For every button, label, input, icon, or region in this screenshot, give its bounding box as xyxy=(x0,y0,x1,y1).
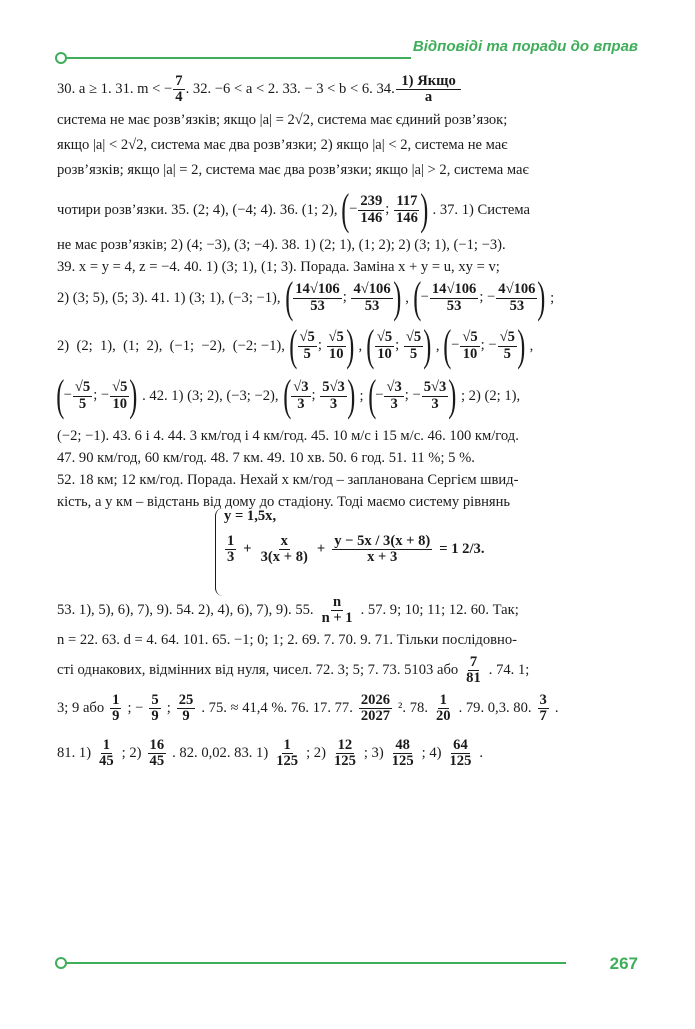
line-2-content: система не має розв’язків; якщо |a| = 2√2, система має єдиний розв’язок; xyxy=(57,112,508,128)
text-line-19 xyxy=(57,738,639,770)
line-10b: . 42. 1) (3; 2), (−3; −2), xyxy=(142,387,279,404)
fraction-numerator: √3 xyxy=(293,379,309,396)
fraction-numerator: √5 xyxy=(74,379,91,396)
minus-sign: − xyxy=(487,289,496,306)
fraction-denominator: 7 xyxy=(539,708,547,725)
minus-sign: − xyxy=(420,289,429,306)
fraction-numerator: n xyxy=(333,594,342,610)
text-run: . 79. 0,3. 80. xyxy=(458,700,532,717)
fraction xyxy=(110,380,129,412)
text-run: 30. xyxy=(57,81,76,98)
fraction xyxy=(110,693,121,725)
header-title: Відповіді та поради до вправ xyxy=(412,38,638,55)
fraction-denominator: 125 xyxy=(276,753,299,770)
answer-42-pair-1: ( $\frac{√3}{3}$ ; $\frac{5√3}{3}$ ) xyxy=(282,371,356,420)
text-run: . 75. ≈ 41,4 %. 76. 17. 77. xyxy=(201,700,353,717)
equation-rhs: = 1 2/3. xyxy=(439,541,485,558)
fraction xyxy=(259,534,310,566)
fraction xyxy=(149,693,160,725)
fraction-numerator: 4√106 xyxy=(353,281,391,298)
text-line-9: 2) (2; 1), (1; 2), (−1; −2), (−2; −1), ( $\frac{√5}{5}$ ; $\frac{√5}{10}$ ) , ( $\frac{√5}{10}$ ; $\frac{√5}{5}$ ) , ( − $\frac{√5}{10}$ ; − $\frac{√5}{5}$ ) , xyxy=(57,321,534,370)
fraction xyxy=(298,330,317,362)
fraction-denominator: 10 xyxy=(377,345,392,362)
text-run: . xyxy=(185,81,193,98)
fraction xyxy=(177,693,196,725)
line-17a: сті однакових, відмінних від нуля, чисел. 72. 3; 5; 7. 73. 5103 або xyxy=(57,662,459,679)
text-run: 33. xyxy=(282,81,301,98)
text-run: 31. xyxy=(115,81,134,98)
fraction xyxy=(320,380,347,412)
fraction-denominator: 9 xyxy=(151,708,159,725)
fraction-denominator: 5 xyxy=(303,345,311,362)
fraction xyxy=(498,330,517,362)
line-8a: 2) (3; 5), (5; 3). 41. 1) (3; 1), (−3; −1), xyxy=(57,289,281,306)
text-line-1 xyxy=(57,74,639,106)
fraction-numerator: √5 xyxy=(462,329,478,346)
fraction-pair xyxy=(374,330,424,362)
fraction-numerator: 12 xyxy=(337,737,353,753)
fraction-numerator: 2026 xyxy=(360,692,391,708)
line-15c: . 57. 9; 10; 11; 12. 60. Так; xyxy=(360,602,519,619)
fraction xyxy=(293,282,342,314)
text-line-11 xyxy=(57,428,639,445)
fraction-numerator: √5 xyxy=(405,329,422,346)
fraction xyxy=(73,380,92,412)
fraction xyxy=(394,194,420,226)
fraction-numerator: √5 xyxy=(376,329,393,346)
fraction-denominator: 5 xyxy=(78,395,87,412)
fraction xyxy=(320,595,355,627)
fraction-denominator: 10 xyxy=(328,345,344,362)
text-run: 3; 9 або xyxy=(57,700,105,717)
minus-sign: − xyxy=(412,387,421,404)
fraction-denominator: a xyxy=(424,89,433,106)
fraction-denominator: 3 xyxy=(390,395,398,412)
separator: ; xyxy=(93,387,101,404)
line-9a: 2) (2; 1), (1; 2), (−1; −2), (−2; −1), xyxy=(57,337,285,354)
line-10d: ; 2) (2; 1), xyxy=(460,387,521,404)
answer-41-pair-3: ( $\frac{√5}{5}$ ; $\frac{√5}{10}$ ) xyxy=(289,321,355,370)
fraction xyxy=(463,655,484,687)
fraction-denominator: 3 xyxy=(329,395,338,412)
fraction xyxy=(422,380,449,412)
fraction-pair xyxy=(375,380,449,412)
line-5a: чотири розв’язки. 35. (2; 4), (−4; 4). 36. (1; 2), xyxy=(57,201,338,218)
answer-41-pair-2: ( − $\frac{14√106}{53}$ ; − $\frac{4√106}{53}$ ) xyxy=(413,273,546,322)
answer-41-pair-1: ( $\frac{14√106}{53}$ ; $\frac{4√106}{53}$ ) xyxy=(284,273,401,322)
fraction xyxy=(434,693,453,725)
minus-sign: − xyxy=(63,387,72,404)
fraction-numerator: √3 xyxy=(386,379,402,396)
fraction-denominator: 146 xyxy=(395,209,418,226)
fraction-denominator: 53 xyxy=(446,297,462,314)
fraction xyxy=(319,595,356,627)
fraction-numerator: 1 xyxy=(439,692,447,708)
fraction-denominator: 53 xyxy=(364,297,380,314)
text-run: − 3 < b < 6. xyxy=(300,81,377,98)
fraction-pair xyxy=(64,380,131,412)
footer-rule xyxy=(66,962,566,964)
fraction-pair xyxy=(421,282,539,314)
text-line-15 xyxy=(57,595,639,627)
fraction xyxy=(396,74,462,106)
fraction-pair xyxy=(292,282,393,314)
fraction xyxy=(375,330,394,362)
fraction-denominator: 45 xyxy=(99,753,114,770)
text-run: a ≥ 1. xyxy=(75,81,116,98)
fraction-numerator: 3 xyxy=(539,692,547,708)
line-3-content: якщо |a| < 2√2, система має два розв’язки; 2) якщо |a| < 2, система не має xyxy=(57,137,508,153)
answer-36-pair: ( − $\frac{239}{146}$ ; $\frac{117}{146}$ ) xyxy=(341,185,429,234)
fraction-numerator: 48 xyxy=(395,737,410,753)
fraction xyxy=(258,534,311,566)
text-run: m < − xyxy=(133,81,173,98)
line-5c: . 37. 1) Система xyxy=(432,201,530,218)
text-line-2 xyxy=(57,112,639,129)
fraction-denominator: 10 xyxy=(112,395,128,412)
fraction-denominator: 45 xyxy=(149,753,165,770)
minus-sign: − xyxy=(375,387,384,404)
minus-sign: − xyxy=(451,337,460,354)
text-run: ; xyxy=(166,700,171,717)
fraction-pair xyxy=(297,330,347,362)
fraction-numerator: 5 xyxy=(151,692,159,708)
text-run: 32. xyxy=(192,81,212,98)
fraction-denominator: 125 xyxy=(333,753,356,770)
fraction-denominator: 4 xyxy=(175,89,183,106)
fraction xyxy=(274,738,300,770)
answer-41-pair-4: ( $\frac{√5}{10}$ ; $\frac{√5}{5}$ ) xyxy=(366,321,432,370)
fraction xyxy=(327,330,346,362)
fraction xyxy=(351,282,392,314)
separator: ; xyxy=(480,337,489,354)
line-17c: . 74. 1; xyxy=(488,662,530,679)
line-4-content: розв’язків; якщо |a| = 2, система має два розв’язки; якщо |a| > 2, система має xyxy=(57,162,529,178)
fraction-denominator: x + 3 xyxy=(367,549,398,566)
line-7-content: 39. x = y = 4, z = −4. 40. 1) (3; 1), (1; 3). Порада. Заміна x + y = u, xy = v; xyxy=(57,259,500,275)
minus-sign: − xyxy=(100,387,110,404)
line-13-content: 52. 18 км; 12 км/год. Порада. Нехай x км/год – запланована Сергієм швид- xyxy=(57,472,519,488)
line-16-content: n = 22. 63. d = 4. 64. 101. 65. −1; 0; 1; 2. 69. 7. 70. 9. 71. Тільки послідовно- xyxy=(57,632,517,648)
fraction-numerator: 4√106 xyxy=(498,281,536,298)
fraction-numerator: √5 xyxy=(328,329,344,346)
line-12-content: 47. 90 км/год, 60 км/год. 48. 7 км. 49. 10 хв. 50. 6 год. 51. 11 %; 5 %. xyxy=(57,450,475,466)
text-run: . 82. 0,02. 83. 1) xyxy=(172,745,269,762)
fraction-denominator: 53 xyxy=(509,297,525,314)
text-line-10: ( − $\frac{√5}{5}$ ; − $\frac{√5}{10}$ ) . 42. 1) (3; 2), (−3; −2), ( $\frac{√3}{3}$ ; $\frac{5√3}{3}$ ) ; ( − $\frac{√3}{3}$ ; − $\frac{5√3}{3}$ ) ; 2) (2; 1), xyxy=(56,371,521,420)
fraction xyxy=(332,738,358,770)
fraction-numerator: 16 xyxy=(149,737,165,753)
answer-41-pair-5: ( − $\frac{√5}{10}$ ; − $\frac{√5}{5}$ ) xyxy=(443,321,526,370)
fraction xyxy=(390,738,416,770)
separator: ; xyxy=(311,387,320,404)
fraction-numerator: 5√3 xyxy=(322,379,345,396)
fraction-pair xyxy=(290,380,348,412)
fraction-numerator: 1 xyxy=(283,737,291,753)
fraction-complex xyxy=(332,534,432,566)
fraction-denominator: 125 xyxy=(449,753,472,770)
separator: ; xyxy=(479,289,488,306)
text-run: 81. 1) xyxy=(57,745,92,762)
text-line-7 xyxy=(57,259,639,276)
fraction-numerator: 1) Якщо xyxy=(397,73,460,89)
fraction-denominator: 5 xyxy=(503,345,511,362)
fraction-numerator: 7 xyxy=(469,654,478,670)
fraction-numerator: 1 xyxy=(112,692,120,708)
fraction xyxy=(358,194,384,226)
fraction-denominator: 2027 xyxy=(360,708,391,725)
line-1-content xyxy=(57,74,462,106)
fraction-denominator: 9 xyxy=(182,708,190,725)
fraction-numerator: 5√3 xyxy=(423,379,447,396)
fraction-denominator: 125 xyxy=(391,753,414,770)
fraction-denominator: 5 xyxy=(409,345,418,362)
fraction xyxy=(148,738,167,770)
fraction xyxy=(225,534,236,566)
text-line-4 xyxy=(57,162,639,179)
fraction-denominator: 3 xyxy=(431,395,439,412)
fraction-numerator: 14√106 xyxy=(431,281,477,298)
page-number: 267 xyxy=(609,954,638,973)
separator: ; xyxy=(395,337,403,354)
fraction xyxy=(430,282,479,314)
fraction-denominator: 9 xyxy=(112,708,120,725)
text-line-16 xyxy=(57,632,639,649)
fraction xyxy=(496,282,537,314)
fraction-denominator: n + 1 xyxy=(321,610,353,627)
fraction xyxy=(448,738,474,770)
minus-sign: − xyxy=(488,337,497,354)
text-line-18 xyxy=(57,693,639,725)
text-run: ; − xyxy=(127,700,144,717)
fraction-numerator: y − 5x / 3(x + 8) xyxy=(334,533,431,549)
fraction-denominator: 20 xyxy=(435,708,451,725)
text-line-5 xyxy=(57,185,639,234)
text-line-6 xyxy=(57,237,639,254)
fraction-pair xyxy=(451,330,518,362)
text-run: ². 78. xyxy=(398,700,428,717)
separator: ; xyxy=(385,201,393,218)
equation-2: $\frac{1}{3}$ + $\frac{x}{3(x + 8)}$ + $\frac{y - 5x / 3(x + 8)}{x + 3}$ = 1 2/3. xyxy=(224,534,484,566)
fraction xyxy=(538,693,549,725)
fraction xyxy=(173,74,184,106)
fraction-denominator: 3 xyxy=(297,395,305,412)
line-15a: 53. 1), 5), 6), 7), 9). 54. 2), 4), 6), 7), 9). 55. xyxy=(57,602,314,619)
fraction xyxy=(359,693,392,725)
fraction xyxy=(384,380,403,412)
answer-42-pair-2: ( − $\frac{√3}{3}$ ; − $\frac{5√3}{3}$ ) xyxy=(367,371,457,420)
fraction xyxy=(460,330,479,362)
fraction-denominator: 3(x + 8) xyxy=(260,549,308,566)
fraction-numerator: 239 xyxy=(360,193,383,210)
fraction xyxy=(404,330,423,362)
fraction-numerator: 25 xyxy=(178,692,194,708)
text-run: . xyxy=(479,745,484,762)
fraction-denominator: 53 xyxy=(310,297,325,314)
answer-41-pair-6: ( − $\frac{√5}{5}$ ; − $\frac{√5}{10}$ ) xyxy=(56,371,138,420)
fraction-numerator: x xyxy=(280,533,288,549)
text-line-12 xyxy=(57,450,639,467)
text-line-13 xyxy=(57,472,639,489)
line-14-content: кість, а y км – відстань від дому до стадіону. Тоді маємо систему рівнянь xyxy=(57,494,511,510)
fraction xyxy=(464,655,483,687)
fraction-numerator: √5 xyxy=(299,329,315,346)
fraction xyxy=(291,380,310,412)
fraction-denominator: 81 xyxy=(466,670,481,687)
equation-1: y = 1,5x, xyxy=(224,508,277,524)
equation-system xyxy=(215,508,486,596)
fraction-numerator: 117 xyxy=(396,193,418,210)
fraction-denominator: 10 xyxy=(462,345,478,362)
text-run: −6 < a < 2. xyxy=(211,81,283,98)
line-6-content: не має розв’язків; 2) (4; −3), (3; −4). 38. 1) (2; 1), (1; 2); 2) (3; 1), (−1; −3). xyxy=(57,237,506,253)
fraction-denominator: 146 xyxy=(360,209,383,226)
separator: ; xyxy=(404,387,413,404)
fraction xyxy=(97,738,116,770)
text-line-3 xyxy=(57,137,639,154)
fraction-numerator: 1 xyxy=(102,737,110,753)
minus-sign: − xyxy=(349,201,358,218)
text-run: ; 4) xyxy=(421,745,442,762)
text-run: ; 2) xyxy=(121,745,142,762)
fraction-denominator: 3 xyxy=(227,549,235,566)
fraction-numerator: √5 xyxy=(112,379,128,396)
text-run: ; 2) xyxy=(306,745,326,762)
text-line-17 xyxy=(57,655,639,687)
fraction-pair xyxy=(349,194,421,226)
text-run: ; 3) xyxy=(363,745,384,762)
line-11-content: (−2; −1). 43. 6 і 4. 44. 3 км/год і 4 км/год. 45. 10 м/с і 15 м/с. 46. 100 км/год. xyxy=(57,428,519,444)
text-run: . xyxy=(554,700,559,717)
separator: ; xyxy=(317,337,326,354)
fraction xyxy=(224,534,237,566)
separator: ; xyxy=(342,289,351,306)
text-line-8: 2) (3; 5), (5; 3). 41. 1) (3; 1), (−3; −1), ( $\frac{14√106}{53}$ ; $\frac{4√106}{53}$ ) , ( − $\frac{14√106}{53}$ ; − $\frac{4√106}{53}$ ) ; xyxy=(57,273,555,322)
text-run: 34. xyxy=(376,81,395,98)
fraction-numerator: 7 xyxy=(175,73,183,89)
fraction-numerator: 64 xyxy=(453,737,468,753)
fraction-numerator: 14√106 xyxy=(295,281,340,298)
header-rule xyxy=(66,57,411,59)
fraction-numerator: 1 xyxy=(227,533,235,549)
fraction-numerator: √5 xyxy=(499,329,515,346)
